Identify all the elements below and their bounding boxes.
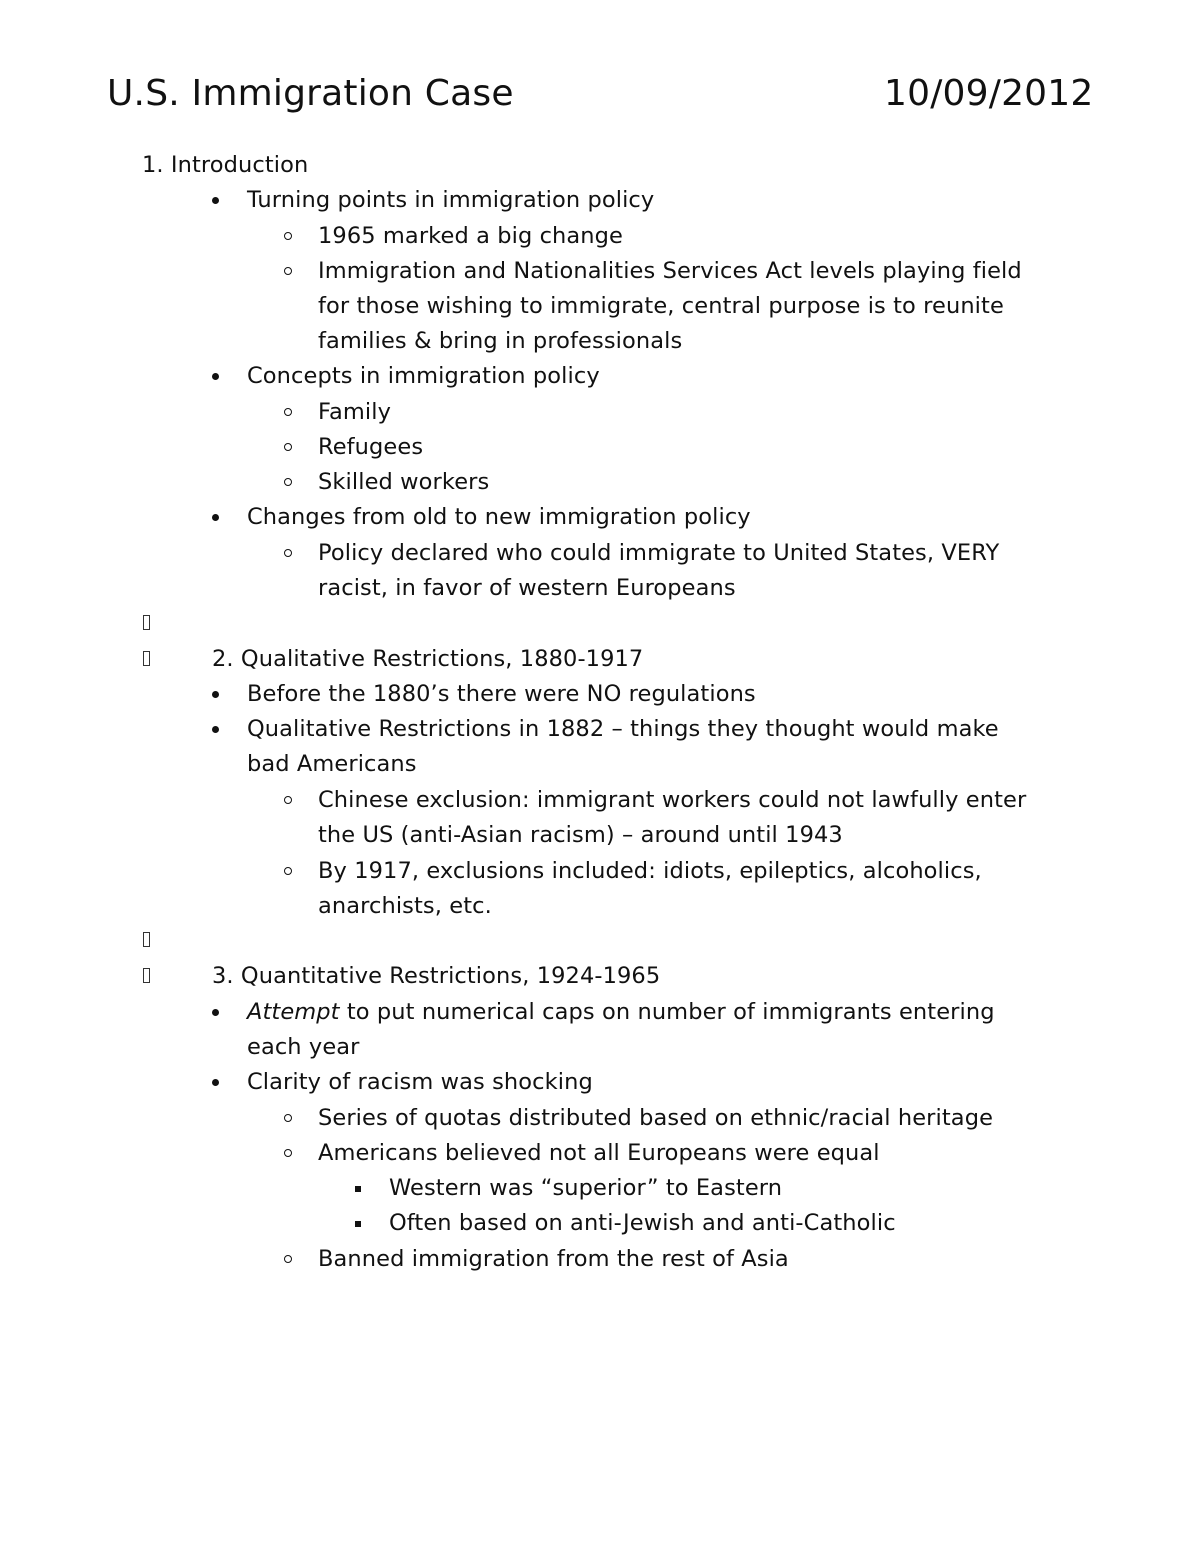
list-item: Western was “superior” to Eastern — [389, 1175, 783, 1201]
list-item-continuation: the US (anti-Asian racism) – around until 1943 — [318, 822, 843, 848]
list-item — [247, 997, 995, 1027]
square-bullet-icon — [355, 1221, 361, 1227]
list-item: 1965 marked a big change — [318, 223, 623, 249]
bullet-icon — [212, 197, 219, 204]
bullet-icon — [212, 1079, 219, 1086]
list-item-continuation: each year — [247, 1034, 360, 1060]
section-heading: 2. Qualitative Restrictions, 1880-1917 — [212, 646, 644, 672]
section-heading: 3. Quantitative Restrictions, 1924-1965 — [212, 963, 661, 989]
list-item-text: to put numerical caps on number of immigrants entering — [339, 999, 995, 1025]
bullet-icon — [212, 514, 219, 521]
missing-glyph-icon — [143, 968, 150, 983]
list-item: Often based on anti-Jewish and anti-Catholic — [389, 1210, 896, 1236]
circle-bullet-icon — [284, 408, 292, 416]
list-item: Skilled workers — [318, 469, 490, 495]
bullet-icon — [212, 691, 219, 698]
circle-bullet-icon — [284, 1255, 292, 1263]
circle-bullet-icon — [284, 1149, 292, 1157]
list-item: Banned immigration from the rest of Asia — [318, 1246, 789, 1272]
missing-glyph-icon — [143, 932, 150, 947]
list-item: Qualitative Restrictions in 1882 – things they thought would make — [247, 716, 999, 742]
list-item-continuation: anarchists, etc. — [318, 893, 492, 919]
list-item: Chinese exclusion: immigrant workers could not lawfully enter — [318, 787, 1027, 813]
bullet-icon — [212, 726, 219, 733]
list-item-continuation: families & bring in professionals — [318, 328, 683, 354]
list-item: Changes from old to new immigration policy — [247, 504, 751, 530]
section-heading: 1. Introduction — [142, 152, 309, 178]
list-item: Immigration and Nationalities Services Act levels playing field — [318, 258, 1022, 284]
square-bullet-icon — [355, 1186, 361, 1192]
list-item: Refugees — [318, 434, 424, 460]
circle-bullet-icon — [284, 867, 292, 875]
circle-bullet-icon — [284, 478, 292, 486]
circle-bullet-icon — [284, 267, 292, 275]
emphasis-text: Attempt — [247, 999, 340, 1025]
circle-bullet-icon — [284, 796, 292, 804]
list-item: By 1917, exclusions included: idiots, epileptics, alcoholics, — [318, 858, 982, 884]
bullet-icon — [212, 373, 219, 380]
bullet-icon — [212, 1009, 219, 1016]
list-item: Turning points in immigration policy — [247, 187, 655, 213]
list-item: Clarity of racism was shocking — [247, 1069, 593, 1095]
list-item-continuation: racist, in favor of western Europeans — [318, 575, 736, 601]
circle-bullet-icon — [284, 232, 292, 240]
list-item: Concepts in immigration policy — [247, 363, 600, 389]
list-item: Policy declared who could immigrate to United States, VERY — [318, 540, 1000, 566]
list-item-continuation: bad Americans — [247, 751, 417, 777]
page-title: U.S. Immigration Case — [107, 73, 514, 114]
missing-glyph-icon — [143, 651, 150, 666]
page-date: 10/09/2012 — [884, 73, 1094, 114]
list-item: Series of quotas distributed based on ethnic/racial heritage — [318, 1105, 994, 1131]
list-item-continuation: for those wishing to immigrate, central purpose is to reunite — [318, 293, 1004, 319]
list-item: Americans believed not all Europeans were equal — [318, 1140, 880, 1166]
circle-bullet-icon — [284, 549, 292, 557]
list-item: Family — [318, 399, 391, 425]
missing-glyph-icon — [143, 615, 150, 630]
circle-bullet-icon — [284, 1114, 292, 1122]
list-item: Before the 1880’s there were NO regulations — [247, 681, 756, 707]
circle-bullet-icon — [284, 443, 292, 451]
